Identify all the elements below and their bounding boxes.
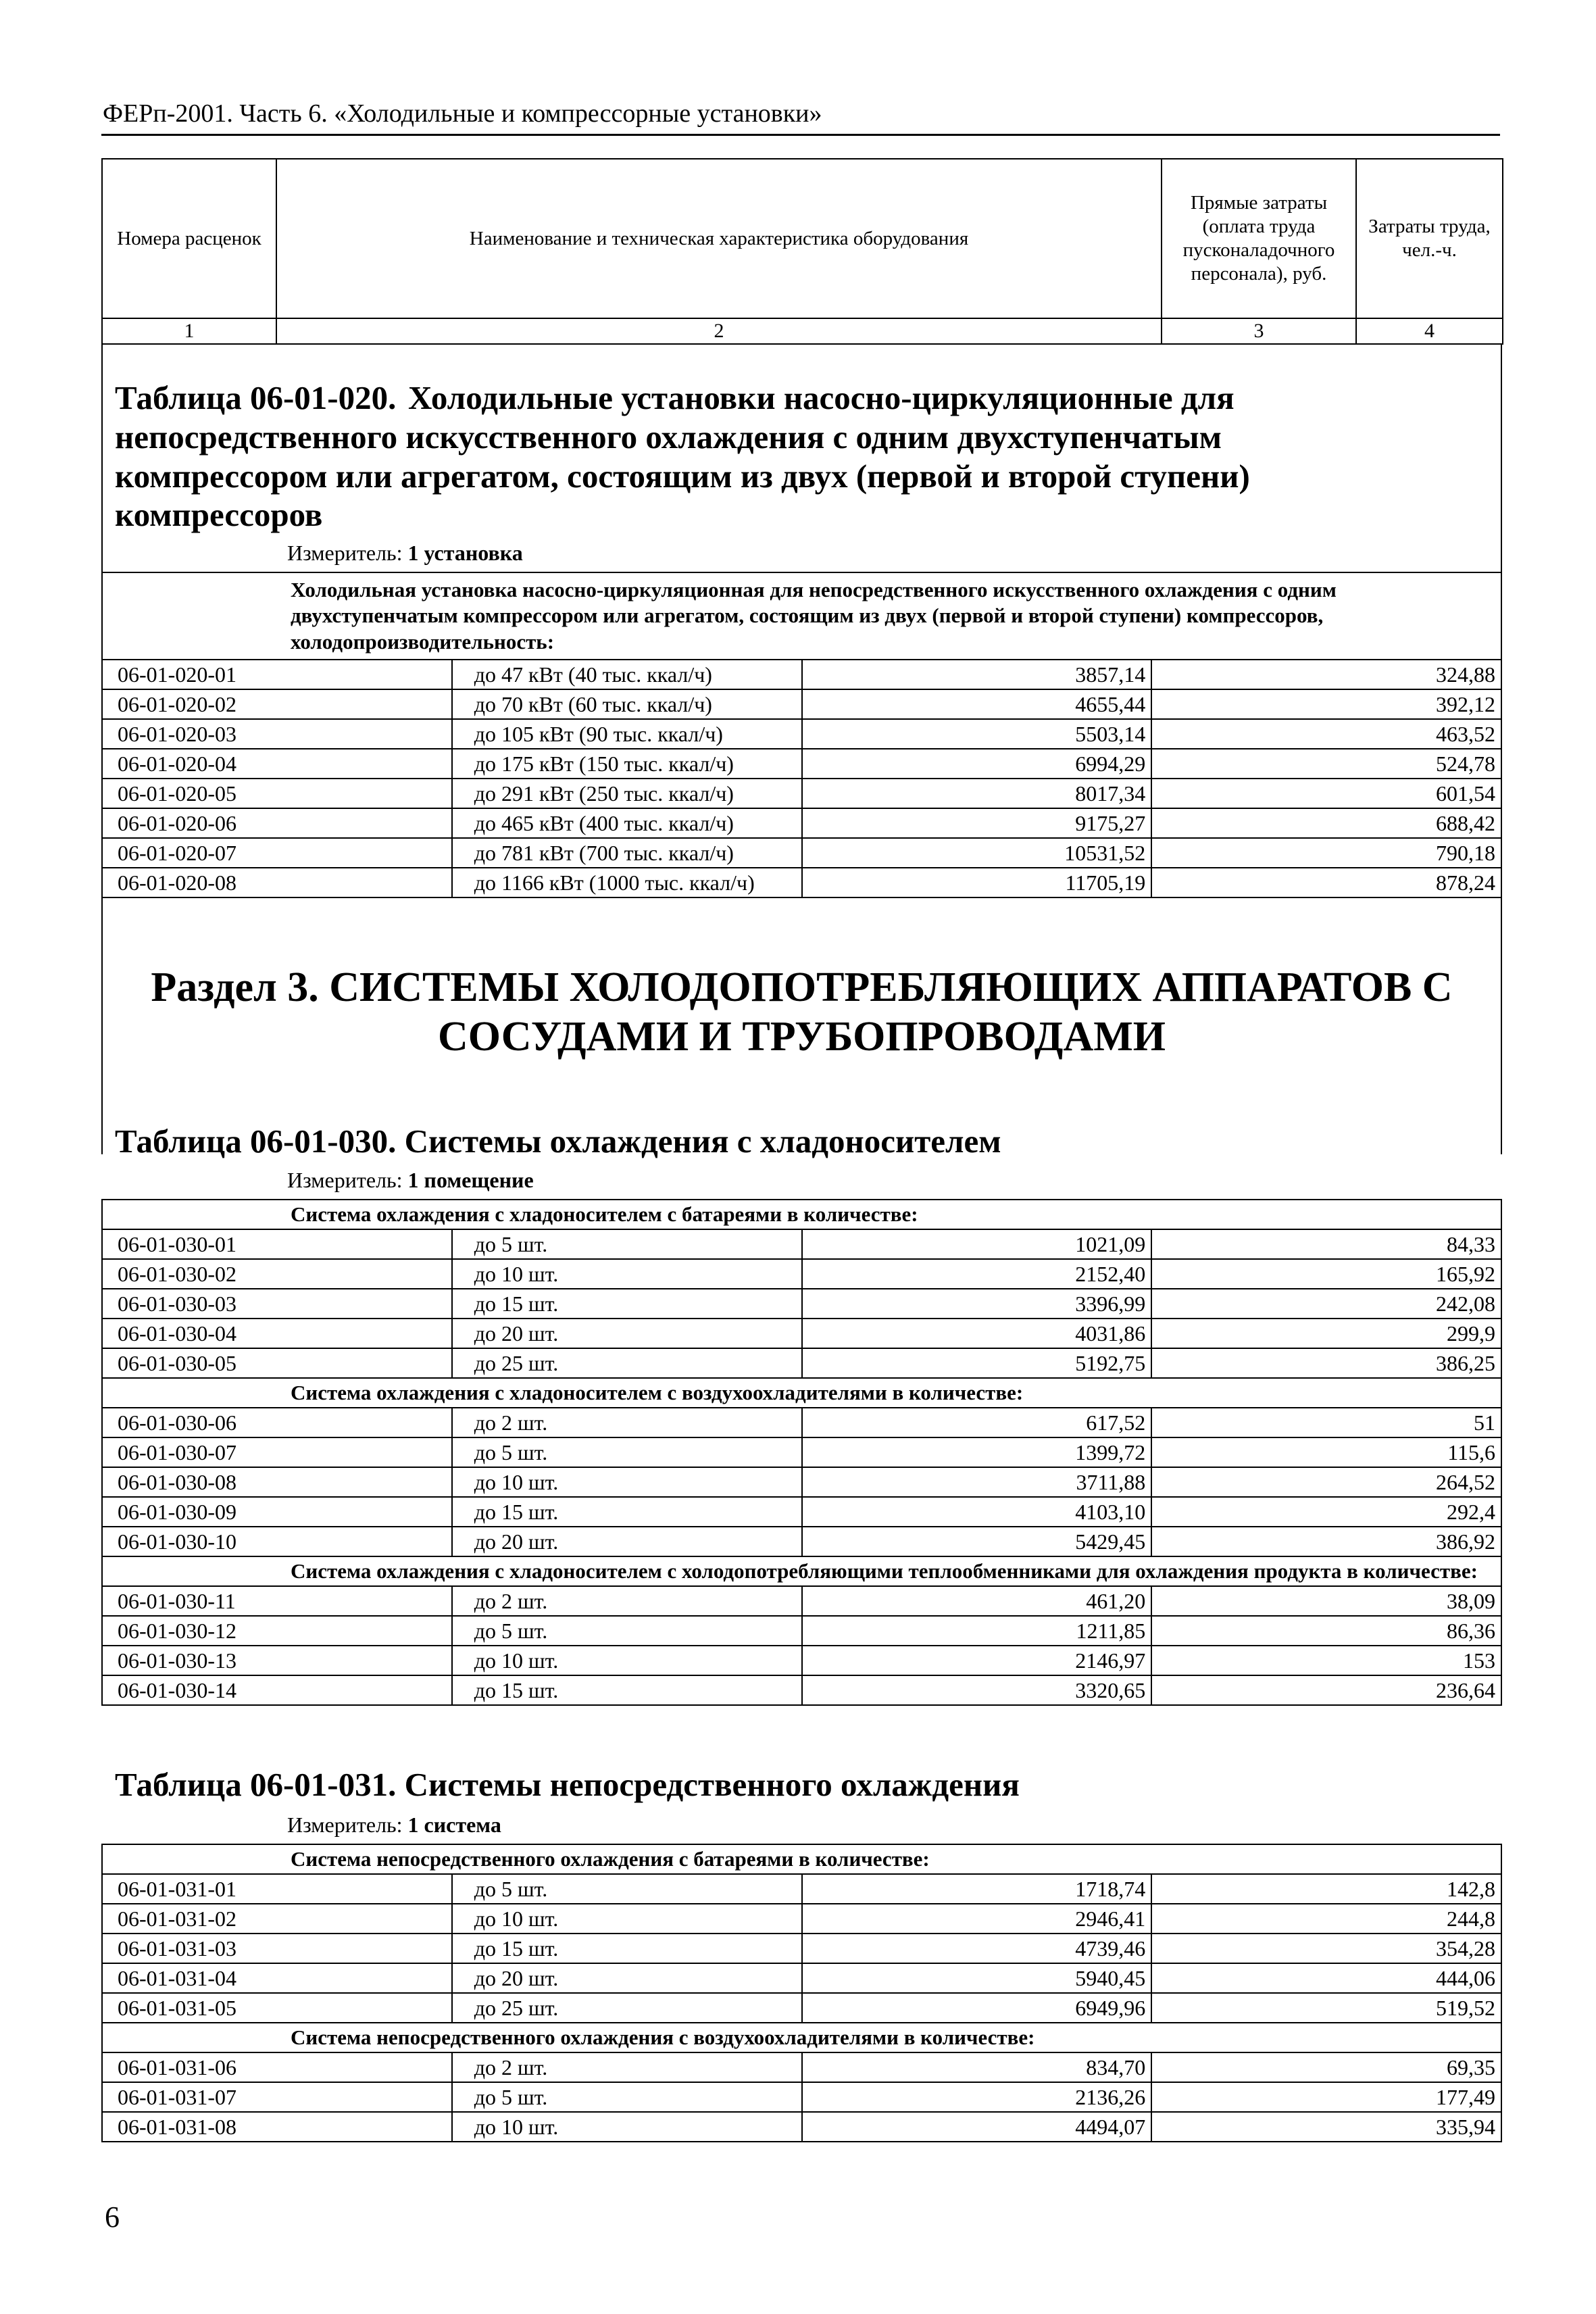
row-code: 06-01-031-07 (102, 2082, 452, 2112)
row-cost: 10531,52 (802, 838, 1152, 868)
table-020-unit: Измеритель: 1 установка (287, 541, 523, 565)
row-code: 06-01-031-03 (102, 1934, 452, 1963)
table-row (102, 808, 1501, 838)
row-cost: 3396,99 (802, 1289, 1152, 1319)
group-heading: Система охлаждения с хладоносителем с воздухоохладителями в количестве: (102, 1378, 1501, 1408)
table-row (102, 1963, 1501, 1993)
row-name: до 5 шт. (452, 1874, 802, 1904)
row-labor: 386,92 (1151, 1527, 1501, 1556)
header-rule (101, 134, 1500, 136)
row-name: до 10 шт. (452, 1904, 802, 1934)
table-row (102, 1616, 1501, 1646)
row-labor: 386,25 (1151, 1348, 1501, 1378)
row-code: 06-01-030-07 (102, 1437, 452, 1467)
group-row (102, 1200, 1501, 1229)
table-row (102, 689, 1501, 719)
table-row (102, 1467, 1501, 1497)
table-row (102, 2112, 1501, 2142)
row-code: 06-01-020-06 (102, 808, 452, 838)
row-labor: 444,06 (1151, 1963, 1501, 1993)
row-code: 06-01-031-08 (102, 2112, 452, 2142)
row-code: 06-01-030-10 (102, 1527, 452, 1556)
row-labor: 69,35 (1151, 2052, 1501, 2082)
table-row (102, 719, 1501, 749)
row-code: 06-01-031-05 (102, 1993, 452, 2023)
row-code: 06-01-020-02 (102, 689, 452, 719)
table-030-unit: Измеритель: 1 помещение (287, 1168, 534, 1192)
row-cost: 2146,97 (802, 1646, 1152, 1675)
row-labor: 292,4 (1151, 1497, 1501, 1527)
table-row (102, 1259, 1501, 1289)
row-labor: 242,08 (1151, 1289, 1501, 1319)
row-code: 06-01-020-07 (102, 838, 452, 868)
header-col-cost: Прямые затраты (оплата труда пусконаладочного персонала), руб. (1162, 159, 1356, 318)
table-031-unit: Измеритель: 1 система (287, 1813, 501, 1837)
header-num-1: 1 (102, 318, 276, 344)
row-labor: 51 (1151, 1408, 1501, 1437)
row-cost: 617,52 (802, 1408, 1152, 1437)
table-row (102, 868, 1501, 897)
row-labor: 177,49 (1151, 2082, 1501, 2112)
row-name: до 20 шт. (452, 1527, 802, 1556)
row-name: до 5 шт. (452, 1616, 802, 1646)
row-name: до 781 кВт (700 тыс. ккал/ч) (452, 838, 802, 868)
row-code: 06-01-030-02 (102, 1259, 452, 1289)
table-row (102, 1586, 1501, 1616)
group-heading: Система охлаждения с хладоносителем с батареями в количестве: (102, 1200, 1501, 1229)
row-name: до 2 шт. (452, 1408, 802, 1437)
row-labor: 115,6 (1151, 1437, 1501, 1467)
row-code: 06-01-030-04 (102, 1319, 452, 1348)
row-name: до 291 кВт (250 тыс. ккал/ч) (452, 779, 802, 808)
row-name: до 10 шт. (452, 1646, 802, 1675)
table-row (102, 1497, 1501, 1527)
row-labor: 153 (1151, 1646, 1501, 1675)
table-031-title (115, 1765, 1020, 1804)
page-number: 6 (105, 2200, 120, 2234)
table-row (102, 1348, 1501, 1378)
table-030 (101, 1199, 1502, 1706)
row-code: 06-01-020-05 (102, 779, 452, 808)
table-row (102, 1289, 1501, 1319)
table-row (102, 1437, 1501, 1467)
row-code: 06-01-020-04 (102, 749, 452, 779)
row-name: до 2 шт. (452, 2052, 802, 2082)
row-cost: 1021,09 (802, 1229, 1152, 1259)
row-cost: 3857,14 (802, 660, 1152, 689)
row-code: 06-01-031-04 (102, 1963, 452, 1993)
row-name: до 70 кВт (60 тыс. ккал/ч) (452, 689, 802, 719)
row-code: 06-01-030-14 (102, 1675, 452, 1705)
row-name: до 15 шт. (452, 1497, 802, 1527)
table-030-head: Таблица 06-01-030. (115, 1123, 397, 1160)
table-row (102, 1904, 1501, 1934)
row-labor: 299,9 (1151, 1319, 1501, 1348)
row-cost: 6949,96 (802, 1993, 1152, 2023)
row-name: до 20 шт. (452, 1963, 802, 1993)
row-name: до 10 шт. (452, 1259, 802, 1289)
table-row (102, 1319, 1501, 1348)
row-code: 06-01-020-01 (102, 660, 452, 689)
group-heading: Система непосредственного охлаждения с батареями в количестве: (102, 1844, 1501, 1874)
group-row (102, 2023, 1501, 2052)
row-code: 06-01-030-05 (102, 1348, 452, 1378)
row-labor: 165,92 (1151, 1259, 1501, 1289)
row-name: до 10 шт. (452, 2112, 802, 2142)
table-row (102, 749, 1501, 779)
table-031-name: Системы непосредственного охлаждения (404, 1766, 1020, 1803)
row-cost: 834,70 (802, 2052, 1152, 2082)
row-name: до 47 кВт (40 тыс. ккал/ч) (452, 660, 802, 689)
row-cost: 3320,65 (802, 1675, 1152, 1705)
row-code: 06-01-031-02 (102, 1904, 452, 1934)
table-row (102, 1993, 1501, 2023)
row-cost: 2946,41 (802, 1904, 1152, 1934)
table-020 (101, 572, 1502, 898)
table-020-group-1: Холодильная установка насосно-циркуляционная для непосредственного искусственного охлаждения с одним двухступенчатым компрессором или агрегатом, состоящим из двух (первой и второй ступени) компрессоров, холодопроизводительность: (102, 572, 1501, 660)
row-cost: 1399,72 (802, 1437, 1152, 1467)
table-row (102, 1408, 1501, 1437)
row-labor: 84,33 (1151, 1229, 1501, 1259)
row-labor: 524,78 (1151, 749, 1501, 779)
table-row (102, 660, 1501, 689)
table-row (102, 1874, 1501, 1904)
row-cost: 11705,19 (802, 868, 1152, 897)
group-row (102, 572, 1501, 660)
row-labor: 688,42 (1151, 808, 1501, 838)
row-labor: 354,28 (1151, 1934, 1501, 1963)
row-cost: 1211,85 (802, 1616, 1152, 1646)
group-row (102, 1556, 1501, 1586)
row-code: 06-01-030-08 (102, 1467, 452, 1497)
running-head: ФЕРп-2001. Часть 6. «Холодильные и компрессорные установки» (103, 99, 822, 128)
header-num-4: 4 (1356, 318, 1503, 344)
header-col-codes: Номера расценок (102, 159, 276, 318)
table-020-name: Холодильные установки насосно-циркуляционные для непосредственного искусственного охлаждения с одним двухступенчатым компрессором или агрегатом, состоящим из двух (первой и второй ступени) компрессоров (115, 379, 1250, 534)
row-name: до 2 шт. (452, 1586, 802, 1616)
row-cost: 4103,10 (802, 1497, 1152, 1527)
row-cost: 6994,29 (802, 749, 1152, 779)
group-row (102, 1844, 1501, 1874)
row-labor: 519,52 (1151, 1993, 1501, 2023)
header-col-name: Наименование и техническая характеристика оборудования (276, 159, 1162, 318)
row-name: до 15 шт. (452, 1675, 802, 1705)
row-name: до 15 шт. (452, 1934, 802, 1963)
row-labor: 324,88 (1151, 660, 1501, 689)
row-labor: 236,64 (1151, 1675, 1501, 1705)
row-name: до 10 шт. (452, 1467, 802, 1497)
row-cost: 4739,46 (802, 1934, 1152, 1963)
header-col-labor: Затраты труда, чел.-ч. (1356, 159, 1503, 318)
table-row (102, 1229, 1501, 1259)
row-name: до 25 шт. (452, 1993, 802, 2023)
table-row (102, 838, 1501, 868)
group-heading: Система охлаждения с хладоносителем с холодопотребляющими теплообменниками для охлаждения продукта в количестве: (102, 1556, 1501, 1586)
row-cost: 461,20 (802, 1586, 1152, 1616)
row-name: до 5 шт. (452, 1437, 802, 1467)
group-heading: Система непосредственного охлаждения с воздухоохладителями в количестве: (102, 2023, 1501, 2052)
row-name: до 5 шт. (452, 1229, 802, 1259)
row-labor: 335,94 (1151, 2112, 1501, 2142)
row-cost: 4494,07 (802, 2112, 1152, 2142)
section-3-title: Раздел 3. СИСТЕМЫ ХОЛОДОПОТРЕБЛЯЮЩИХ АППАРАТОВ С СОСУДАМИ И ТРУБОПРОВОДАМИ (151, 964, 1453, 1060)
row-name: до 20 шт. (452, 1319, 802, 1348)
table-row (102, 1675, 1501, 1705)
table-030-title (115, 1122, 1001, 1161)
table-row (102, 2082, 1501, 2112)
row-cost: 4655,44 (802, 689, 1152, 719)
row-code: 06-01-020-03 (102, 719, 452, 749)
row-code: 06-01-030-13 (102, 1646, 452, 1675)
row-code: 06-01-031-01 (102, 1874, 452, 1904)
row-name: до 15 шт. (452, 1289, 802, 1319)
row-cost: 2152,40 (802, 1259, 1152, 1289)
row-labor: 601,54 (1151, 779, 1501, 808)
row-cost: 3711,88 (802, 1467, 1152, 1497)
table-row (102, 779, 1501, 808)
table-row (102, 1646, 1501, 1675)
row-labor: 86,36 (1151, 1616, 1501, 1646)
table-031-head: Таблица 06-01-031. (115, 1766, 397, 1803)
row-name: до 5 шт. (452, 2082, 802, 2112)
row-name: до 465 кВт (400 тыс. ккал/ч) (452, 808, 802, 838)
row-code: 06-01-030-09 (102, 1497, 452, 1527)
row-code: 06-01-030-11 (102, 1586, 452, 1616)
row-cost: 5192,75 (802, 1348, 1152, 1378)
row-name: до 175 кВт (150 тыс. ккал/ч) (452, 749, 802, 779)
row-labor: 142,8 (1151, 1874, 1501, 1904)
row-code: 06-01-020-08 (102, 868, 452, 897)
row-cost: 2136,26 (802, 2082, 1152, 2112)
row-cost: 5503,14 (802, 719, 1152, 749)
row-cost: 9175,27 (802, 808, 1152, 838)
row-labor: 790,18 (1151, 838, 1501, 868)
header-num-3: 3 (1162, 318, 1356, 344)
header-num-2: 2 (276, 318, 1162, 344)
row-cost: 5429,45 (802, 1527, 1152, 1556)
row-labor: 392,12 (1151, 689, 1501, 719)
row-cost: 5940,45 (802, 1963, 1152, 1993)
row-code: 06-01-030-01 (102, 1229, 452, 1259)
row-cost: 1718,74 (802, 1874, 1152, 1904)
row-labor: 264,52 (1151, 1467, 1501, 1497)
row-code: 06-01-030-03 (102, 1289, 452, 1319)
row-cost: 8017,34 (802, 779, 1152, 808)
row-name: до 105 кВт (90 тыс. ккал/ч) (452, 719, 802, 749)
row-labor: 463,52 (1151, 719, 1501, 749)
table-030-name: Системы охлаждения с хладоносителем (404, 1123, 1001, 1160)
row-labor: 878,24 (1151, 868, 1501, 897)
row-code: 06-01-030-12 (102, 1616, 452, 1646)
row-code: 06-01-031-06 (102, 2052, 452, 2082)
table-row (102, 1527, 1501, 1556)
table-020-head: Таблица 06-01-020. (115, 379, 397, 416)
group-row (102, 1378, 1501, 1408)
table-row (102, 2052, 1501, 2082)
row-labor: 244,8 (1151, 1904, 1501, 1934)
row-labor: 38,09 (1151, 1586, 1501, 1616)
table-020-title (115, 378, 1399, 535)
row-name: до 25 шт. (452, 1348, 802, 1378)
row-code: 06-01-030-06 (102, 1408, 452, 1437)
row-cost: 4031,86 (802, 1319, 1152, 1348)
table-row (102, 1934, 1501, 1963)
table-031 (101, 1844, 1502, 2142)
column-header-table (101, 158, 1503, 345)
row-name: до 1166 кВт (1000 тыс. ккал/ч) (452, 868, 802, 897)
